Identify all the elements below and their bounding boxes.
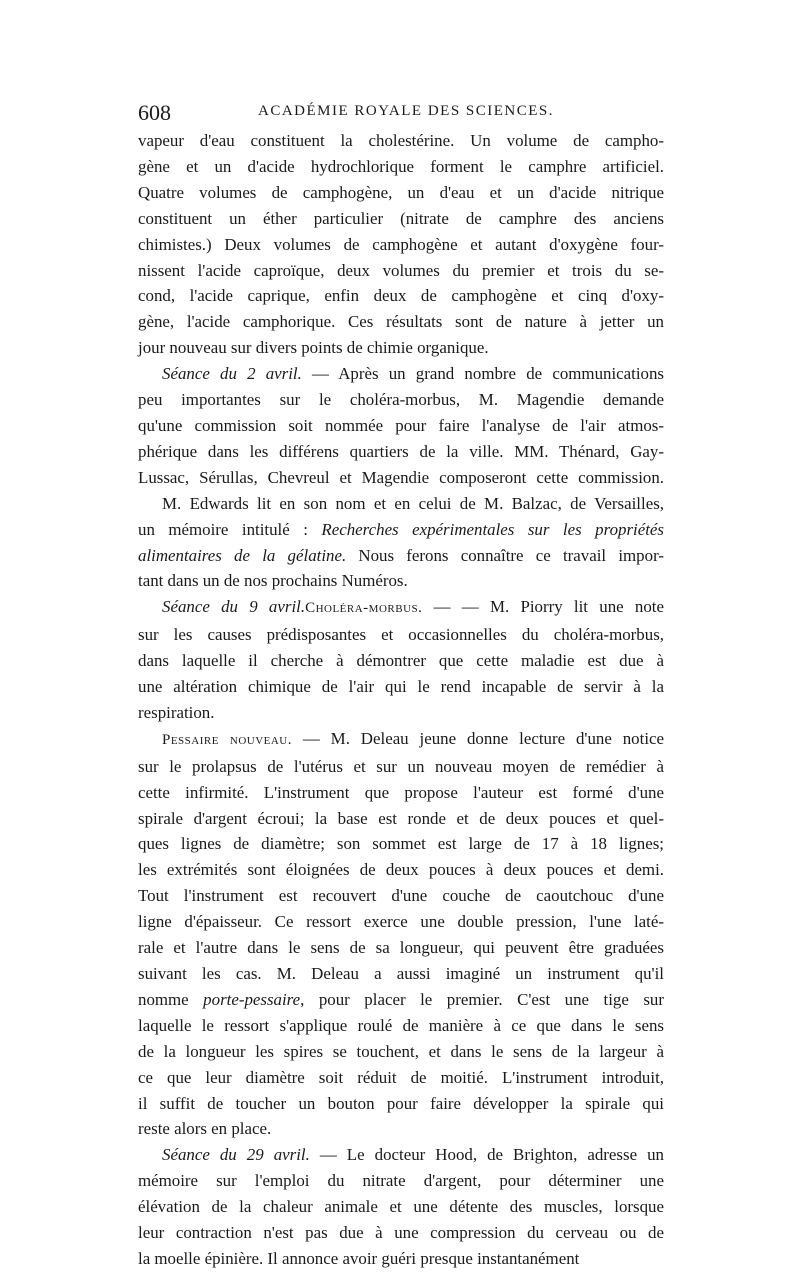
section-heading: Choléra-morbus. xyxy=(305,600,423,617)
text-line xyxy=(138,1246,664,1272)
text-line xyxy=(138,1065,664,1091)
text-run: phérique dans les différens quartiers de la ville. MM. Thénard, Gay- xyxy=(138,441,664,461)
text-run: ce que leur diamètre soit réduit de moitié. L'instrument introduit, xyxy=(138,1067,664,1087)
text-run: M. Edwards lit en son nom et en celui de M. Balzac, de Versailles, xyxy=(162,493,664,513)
text-line xyxy=(138,700,664,726)
text-run: — xyxy=(422,597,462,617)
text-line xyxy=(138,543,664,569)
text-line xyxy=(138,413,664,439)
text-line xyxy=(138,1013,664,1039)
text-run: constituent un éther particulier (nitrate de camphre des anciens xyxy=(138,208,664,228)
text-run: ques lignes de diamètre; son sommet est large de 17 à 18 lignes; xyxy=(138,834,664,854)
text-run: porte-pessaire xyxy=(203,989,301,1009)
section-heading: Pessaire nouveau. xyxy=(162,731,293,748)
text-line xyxy=(138,154,664,180)
session-date: Séance du 2 avril. xyxy=(162,364,302,384)
text-run: alimentaires de la gélatine. xyxy=(138,545,347,565)
text-run: reste alors en place. xyxy=(138,1119,272,1139)
text-run: la moelle épinière. Il annonce avoir guéri presque instantanément xyxy=(138,1248,580,1268)
text-line xyxy=(138,961,664,987)
text-line xyxy=(138,1039,664,1065)
text-line xyxy=(138,439,664,465)
text-run: — M. Deleau jeune donne lecture d'une notice xyxy=(292,728,665,748)
text-run: vapeur d'eau constituent la cholestérine. Un volume de campho- xyxy=(138,131,664,150)
text-line xyxy=(138,726,664,754)
text-line xyxy=(138,568,664,594)
text-run: de la longueur les spires se touchent, et dans le sens de la largeur à xyxy=(138,1041,664,1061)
text-run: — Après un grand nombre de communications xyxy=(301,364,664,384)
text-line xyxy=(138,517,664,543)
text-run: sur les causes prédisposantes et occasionnelles du choléra-morbus, xyxy=(138,625,664,645)
text-line xyxy=(138,258,664,284)
text-line xyxy=(138,465,664,491)
text-run: un mémoire intitulé : xyxy=(138,519,322,539)
text-line xyxy=(138,206,664,232)
text-line xyxy=(138,491,664,517)
text-run: ligne d'épaisseur. Ce ressort exerce une double pression, l'une laté- xyxy=(138,912,664,932)
text-run: spirale d'argent écroui; la base est ronde et de deux pouces et quel- xyxy=(138,808,664,828)
text-run: suivant les cas. M. Deleau a aussi imaginé un instrument qu'il xyxy=(138,964,664,983)
text-line xyxy=(138,987,664,1013)
text-run: Recherches expérimentales sur les propriétés xyxy=(321,519,664,539)
text-run: dans laquelle il cherche à démontrer que cette maladie est due à xyxy=(138,651,664,671)
text-run: une altération chimique de l'air qui le rend incapable de servir à la xyxy=(138,677,664,697)
text-line xyxy=(138,754,664,780)
text-line xyxy=(138,594,664,622)
text-run: nomme xyxy=(138,989,204,1009)
text-line xyxy=(138,1116,664,1142)
text-run: cond, l'acide caprique, enfin deux de camphogène et cinq d'oxy- xyxy=(138,286,664,306)
page-number: 608 xyxy=(138,100,171,125)
text-line xyxy=(138,232,664,258)
text-run: tant dans un de nos prochains Numéros. xyxy=(138,571,408,591)
text-line xyxy=(138,1142,664,1168)
text-run: , pour placer le premier. C'est une tige sur xyxy=(300,989,664,1009)
text-run: élévation de la chaleur animale et une détente des muscles, lorsque xyxy=(138,1197,664,1217)
text-line xyxy=(138,831,664,857)
running-head: ACADÉMIE ROYALE DES SCIENCES. xyxy=(258,103,555,119)
text-run: laquelle le ressort s'applique roulé de manière à ce que dans le sens xyxy=(138,1015,664,1035)
text-line xyxy=(138,1194,664,1220)
text-line xyxy=(138,674,664,700)
text-run: Tout l'instrument est recouvert d'une couche de caoutchouc d'une xyxy=(138,886,664,906)
text-line xyxy=(138,857,664,883)
text-line xyxy=(138,1168,664,1194)
text-run: qu'une commission soit nommée pour faire l'analyse de l'air atmos- xyxy=(138,415,664,435)
text-run: mémoire sur l'emploi du nitrate d'argent, pour déterminer une xyxy=(138,1171,664,1191)
text-run: nissent l'acide caproïque, deux volumes du premier et trois du se- xyxy=(138,260,664,280)
text-line xyxy=(138,806,664,832)
text-run: peu importantes sur le choléra-morbus, M. Magendie demande xyxy=(138,390,664,410)
text-line xyxy=(138,622,664,648)
body-text xyxy=(138,128,664,1272)
text-run: gène, l'acide camphorique. Ces résultats sont de nature à jetter un xyxy=(138,312,664,332)
session-date: Séance du 29 avril. xyxy=(162,1145,310,1165)
text-line xyxy=(138,283,664,309)
text-line xyxy=(138,1091,664,1117)
text-run: respiration. xyxy=(138,702,215,722)
text-run: Quatre volumes de camphogène, un d'eau et un d'acide nitrique xyxy=(138,182,664,202)
text-run: il suffit de toucher un bouton pour faire développer la spirale qui xyxy=(138,1093,664,1113)
text-line xyxy=(138,1220,664,1246)
text-line xyxy=(138,648,664,674)
text-line xyxy=(138,309,664,335)
text-run: Lussac, Sérullas, Chevreul et Magendie composeront cette commission. xyxy=(138,467,664,487)
text-run: chimistes.) Deux volumes de camphogène et autant d'oxygène four- xyxy=(138,234,664,254)
text-run: gène et un d'acide hydrochlorique forment le camphre artificiel. xyxy=(138,156,664,176)
text-run: rale et l'autre dans le sens de sa longueur, qui peuvent être graduées xyxy=(138,938,664,958)
text-run: cette infirmité. L'instrument que propose l'auteur est formé d'une xyxy=(138,782,664,802)
text-run: leur contraction n'est pas due à une compression du cerveau ou de xyxy=(138,1223,664,1243)
text-run: Nous ferons connaître ce travail impor- xyxy=(346,545,664,565)
text-line xyxy=(138,128,664,154)
text-line xyxy=(138,335,664,361)
session-date: Séance du 9 avril. xyxy=(162,597,306,617)
text-run: sur le prolapsus de l'utérus et sur un nouveau moyen de remédier à xyxy=(138,756,664,776)
text-line xyxy=(138,180,664,206)
text-run: jour nouveau sur divers points de chimie organique. xyxy=(138,338,489,358)
text-line xyxy=(138,909,664,935)
text-line xyxy=(138,361,664,387)
text-run: — Le docteur Hood, de Brighton, adresse un xyxy=(309,1145,664,1165)
text-line xyxy=(138,780,664,806)
text-run: — M. Piorry lit une note xyxy=(461,597,664,617)
text-line xyxy=(138,883,664,909)
text-line xyxy=(138,387,664,413)
page-header xyxy=(138,100,660,126)
text-line xyxy=(138,935,664,961)
text-run: les extrémités sont éloignées de deux pouces à deux pouces et demi. xyxy=(138,860,664,880)
